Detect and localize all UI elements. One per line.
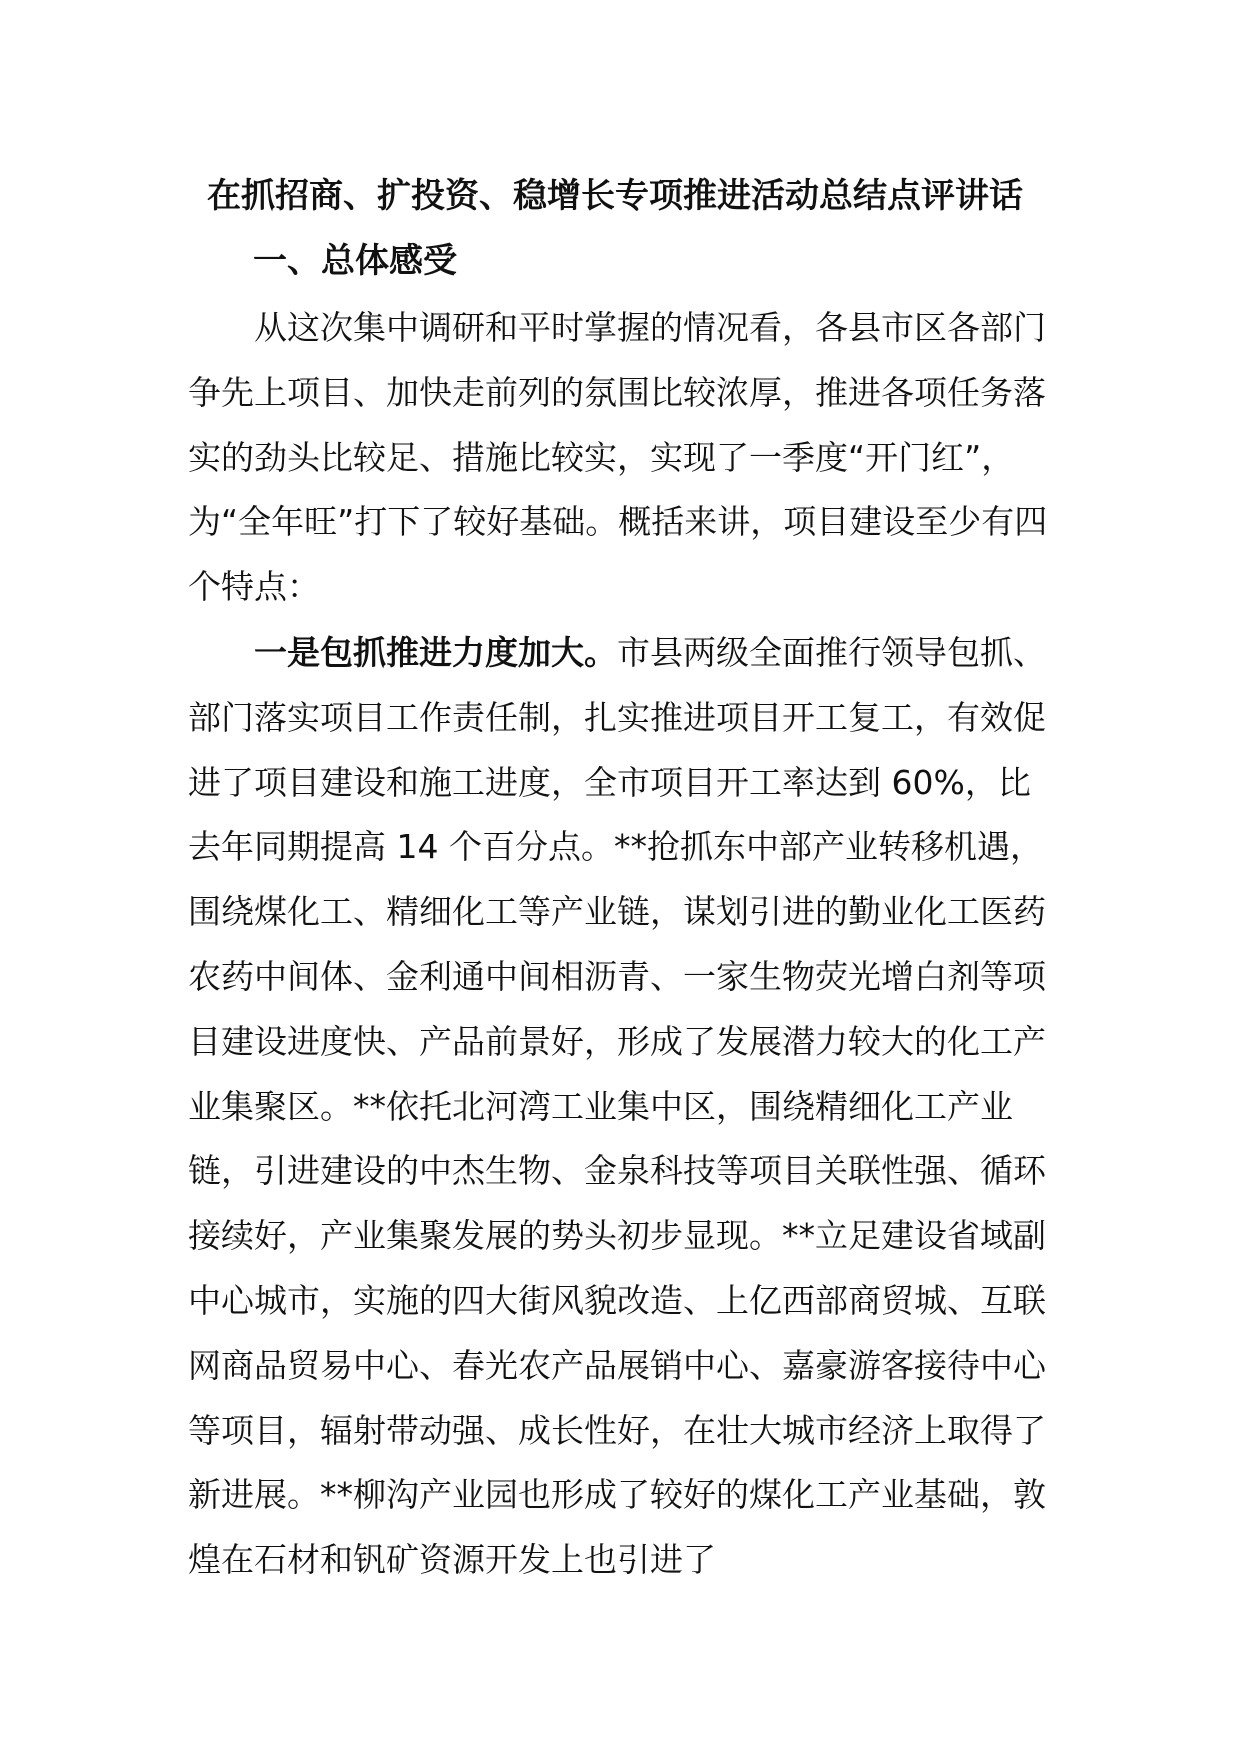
paragraph-overview: 从这次集中调研和平时掌握的情况看，各县市区各部门争先上项目、加快走前列的氛围比较浓厚，推进各项任务落实的劲头比较足、措施比较实，实现了一季度“开门红”，为“全年旺”打下了较好基础。概括来讲，项目建设至少有四个特点： xyxy=(188,308,1048,607)
paragraph-body-text: 市县两级全面推行领导包抓、部门落实项目工作责任制，扎实推进项目开工复工，有效促进了项目建设和施工进度，全市项目开工率达到 60%，比去年同期提高 14 个百分点。**抢抓东中部产业转移机遇，围绕煤化工、精细化工等产业链，谋划引进的勤业化工医药农药中间体、金利通中间相沥青、一家生物荧光增白剂等项目建设进度快、产品前景好，形成了发展潜力较大的化工产业集聚区。**依托北河湾工业集中区，围绕精细化工产业链，引进建设的中杰生物、金泉科技等项目关联性强、循环接续好，产业集聚发展的势头初步显现。**立足建设省域副中心城市，实施的四大街风貌改造、上亿西部商贸城、互联网商品贸易中心、春光农产品展销中心、嘉豪游客接待中心等项目，辐射带动强、成长性好，在壮大城市经济上取得了新进展。**柳沟产业园也形成了较好的煤化工产业基础，敦煌在石材和钒矿资源开发上也引进了 xyxy=(188,633,1046,1580)
section-heading: 一、总体感受 xyxy=(253,241,457,281)
paragraph-first-feature xyxy=(188,621,1058,1593)
document-title: 在抓招商、扩投资、稳增长专项推进活动总结点评讲话 xyxy=(207,176,1023,216)
paragraph-lead-heading: 一是包抓推进力度加大。 xyxy=(254,633,617,672)
